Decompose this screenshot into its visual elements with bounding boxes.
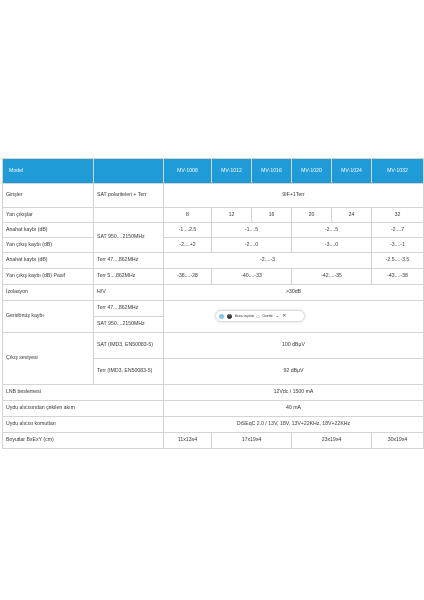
row-sub: Terr (IMD3, EN50083-5) [94, 359, 164, 385]
row-value: 24 [332, 208, 372, 223]
table-row [3, 301, 424, 317]
document-icon: □ [256, 313, 260, 319]
row-value: -40....-33 [212, 269, 292, 285]
row-value: -2....+2 [164, 238, 212, 253]
row-value: 16 [252, 208, 292, 223]
row-label: Yan çıkış kaybı (dB) [3, 238, 94, 253]
row-value: 17x19x4 [212, 433, 292, 449]
row-value: 92 dBµV [164, 359, 424, 385]
table-row [3, 433, 424, 449]
row-value: 23x19x4 [292, 433, 372, 449]
table-row [3, 401, 424, 417]
row-value: 8 [164, 208, 212, 223]
header-mv-1012: MV-1012 [212, 159, 252, 184]
row-value: -2....7 [372, 223, 424, 238]
table-row [3, 223, 424, 238]
row-value: 30x19x4 [372, 433, 424, 449]
row-value: -38....-28 [164, 269, 212, 285]
row-label: Boyutlar BxExY (cm) [3, 433, 164, 449]
ai-hint-toolbar [216, 311, 304, 321]
row-sub: Terr 5....862MHz [94, 269, 164, 285]
row-value: -3....0 [292, 238, 372, 253]
row-value: DiSEqC 2.0 / 13V, 18V, 13V+22KHz, 18V+22KHz [164, 417, 424, 433]
row-label: Geridönüş kaybı [3, 301, 94, 333]
table-row [3, 208, 424, 223]
close-icon[interactable]: ✕ [282, 313, 287, 318]
row-value: -43....-38 [372, 269, 424, 285]
row-label: Çıkış seviyesi [3, 333, 94, 385]
explain-button[interactable]: Bunu açıkla [235, 314, 254, 318]
table-row [3, 269, 424, 285]
header-mv-1032: MV-1032 [372, 159, 424, 184]
header-model: Model [3, 159, 94, 184]
header-blank [94, 159, 164, 184]
row-value: 40 mA [164, 401, 424, 417]
row-value: 9IF+1Terr [164, 184, 424, 208]
row-value: >30dB [164, 285, 424, 301]
row-label: Yan çıkış kaybı (dB) Pasif [3, 269, 94, 285]
header-mv-1020: MV-1020 [292, 159, 332, 184]
info-icon: ? [228, 313, 231, 318]
row-label: Girişler [3, 184, 94, 208]
table-row [3, 253, 424, 269]
row-value: -1....2.5 [164, 223, 212, 238]
row-value: -3....-1 [372, 238, 424, 253]
row-label: Anahat kaybı (dB) [3, 223, 94, 238]
row-label: İzolasyon [3, 285, 94, 301]
table-row [3, 285, 424, 301]
row-label: Yan çıkışlar [3, 208, 94, 223]
row-label: Anahat kaybı (dB) [3, 253, 94, 269]
table-row [3, 385, 424, 401]
assistant-logo-icon[interactable] [219, 314, 224, 319]
header-mv-1024: MV-1024 [332, 159, 372, 184]
spec-table [2, 158, 424, 449]
row-label: LNB beslemesi [3, 385, 164, 401]
row-value: -2....0 [212, 238, 292, 253]
row-value: -42....-35 [292, 269, 372, 285]
table-row [3, 417, 424, 433]
row-sub: SAT polariteleri + Terr [94, 184, 164, 208]
row-sub: Terr 47....862MHz [94, 253, 164, 269]
chevron-down-icon[interactable]: ⌄ [275, 313, 280, 318]
row-sub [94, 208, 164, 223]
row-sub: SAT 950....2150MHz [94, 317, 164, 333]
row-label: Uydu alıcısından çekilen akım [3, 401, 164, 417]
row-value: 100 dBµV [164, 333, 424, 359]
row-sub: Terr 47....862MHz [94, 301, 164, 317]
header-mv-1016: MV-1016 [252, 159, 292, 184]
row-value: 32 [372, 208, 424, 223]
table-row [3, 184, 424, 208]
row-value: 20 [292, 208, 332, 223]
row-value: -2.5....-3.5 [372, 253, 424, 269]
header-mv-1008: MV-1008 [164, 159, 212, 184]
table-row [3, 333, 424, 359]
row-sub: SAT (IMD3, EN50083-5) [94, 333, 164, 359]
row-sub: SAT 950....2150MHz [94, 223, 164, 253]
row-value: -2....-3 [164, 253, 372, 269]
row-sub: H/V [94, 285, 164, 301]
row-value: -2....5 [292, 223, 372, 238]
table-row [3, 238, 424, 253]
row-value: 12Vdc / 1500 mA [164, 385, 424, 401]
summarize-button[interactable]: Özetle [262, 314, 273, 318]
row-value: -1....5 [212, 223, 292, 238]
row-label: Uydu alıcısı komutları [3, 417, 164, 433]
row-value: 11x13x4 [164, 433, 212, 449]
table-header-row [3, 159, 424, 184]
row-value: 12 [212, 208, 252, 223]
